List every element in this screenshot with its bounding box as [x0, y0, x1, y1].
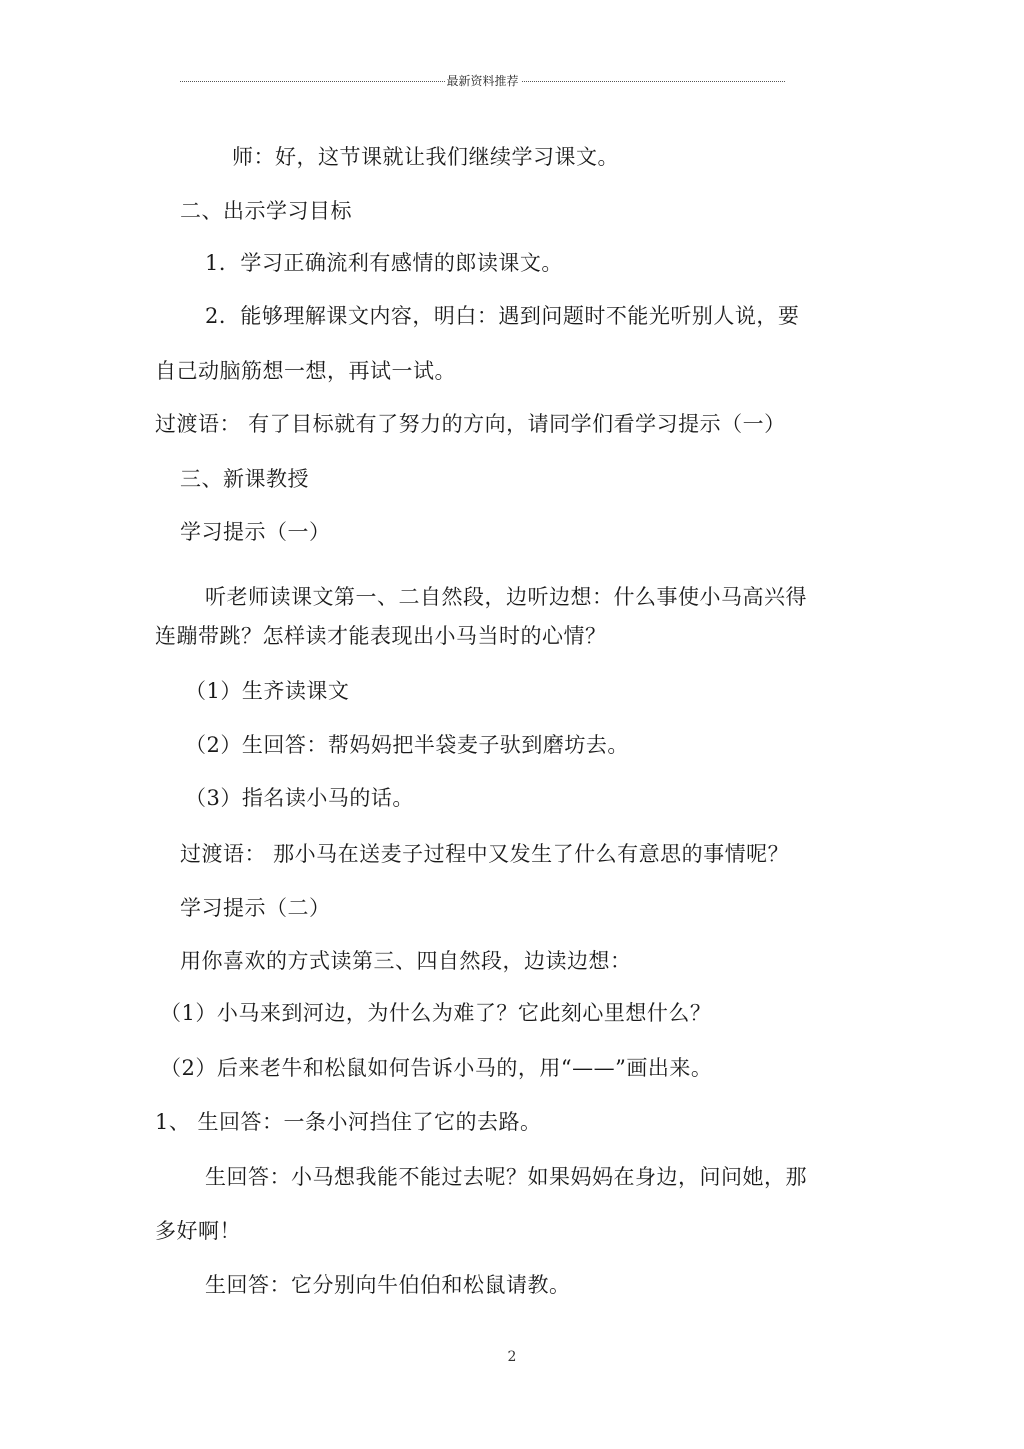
question-item-2: （2）后来老牛和松鼠如何告诉小马的，用“——”画出来。: [160, 1056, 713, 1080]
learning-tip-2-heading: 学习提示（二）: [180, 896, 331, 920]
goal-item-2-continued: 自己动脑筋想一想，再试一试。: [155, 359, 456, 383]
page-number: 2: [507, 1349, 517, 1365]
section-heading-new-lesson: 三、新课教授: [180, 467, 309, 491]
answer-item-2: 生回答：小马想我能不能过去呢？如果妈妈在身边，问问她，那: [205, 1165, 807, 1189]
step-item-2: （2）生回答：帮妈妈把半袋麦子驮到磨坊去。: [185, 733, 629, 757]
answer-item-2-continued: 多好啊！: [155, 1219, 241, 1243]
goal-item-2: 2．能够理解课文内容，明白：遇到问题时不能光听别人说，要: [205, 304, 800, 328]
learning-tip-1-text-continued: 连蹦带跳？怎样读才能表现出小马当时的心情？: [155, 624, 607, 648]
answer-item-1: 1、 生回答：一条小河挡住了它的去路。: [155, 1110, 542, 1134]
learning-tip-1-text: 听老师读课文第一、二自然段，边听边想：什么事使小马高兴得: [205, 585, 807, 609]
learning-tip-2-text: 用你喜欢的方式读第三、四自然段，边读边想：: [180, 949, 632, 973]
step-item-1: （1）生齐读课文: [185, 679, 350, 703]
step-item-3: （3）指名读小马的话。: [185, 786, 414, 810]
transition-text-2: 过渡语： 那小马在送麦子过程中又发生了什么有意思的事情呢？: [180, 842, 790, 866]
header-label: 最新资料推荐: [446, 74, 519, 88]
running-header: [180, 72, 785, 92]
answer-item-3: 生回答：它分别向牛伯伯和松鼠请教。: [205, 1273, 571, 1297]
paragraph-teacher-intro: 师：好，这节课就让我们继续学习课文。: [232, 145, 619, 169]
learning-tip-1-heading: 学习提示（一）: [180, 520, 331, 544]
question-item-1: （1）小马来到河边，为什么为难了？它此刻心里想什么？: [160, 1001, 712, 1025]
section-heading-learning-goals: 二、出示学习目标: [180, 199, 352, 223]
transition-text-1: 过渡语： 有了目标就有了努力的方向，请同学们看学习提示（一）: [155, 412, 786, 436]
goal-item-1: 1．学习正确流利有感情的郎读课文。: [205, 251, 563, 275]
